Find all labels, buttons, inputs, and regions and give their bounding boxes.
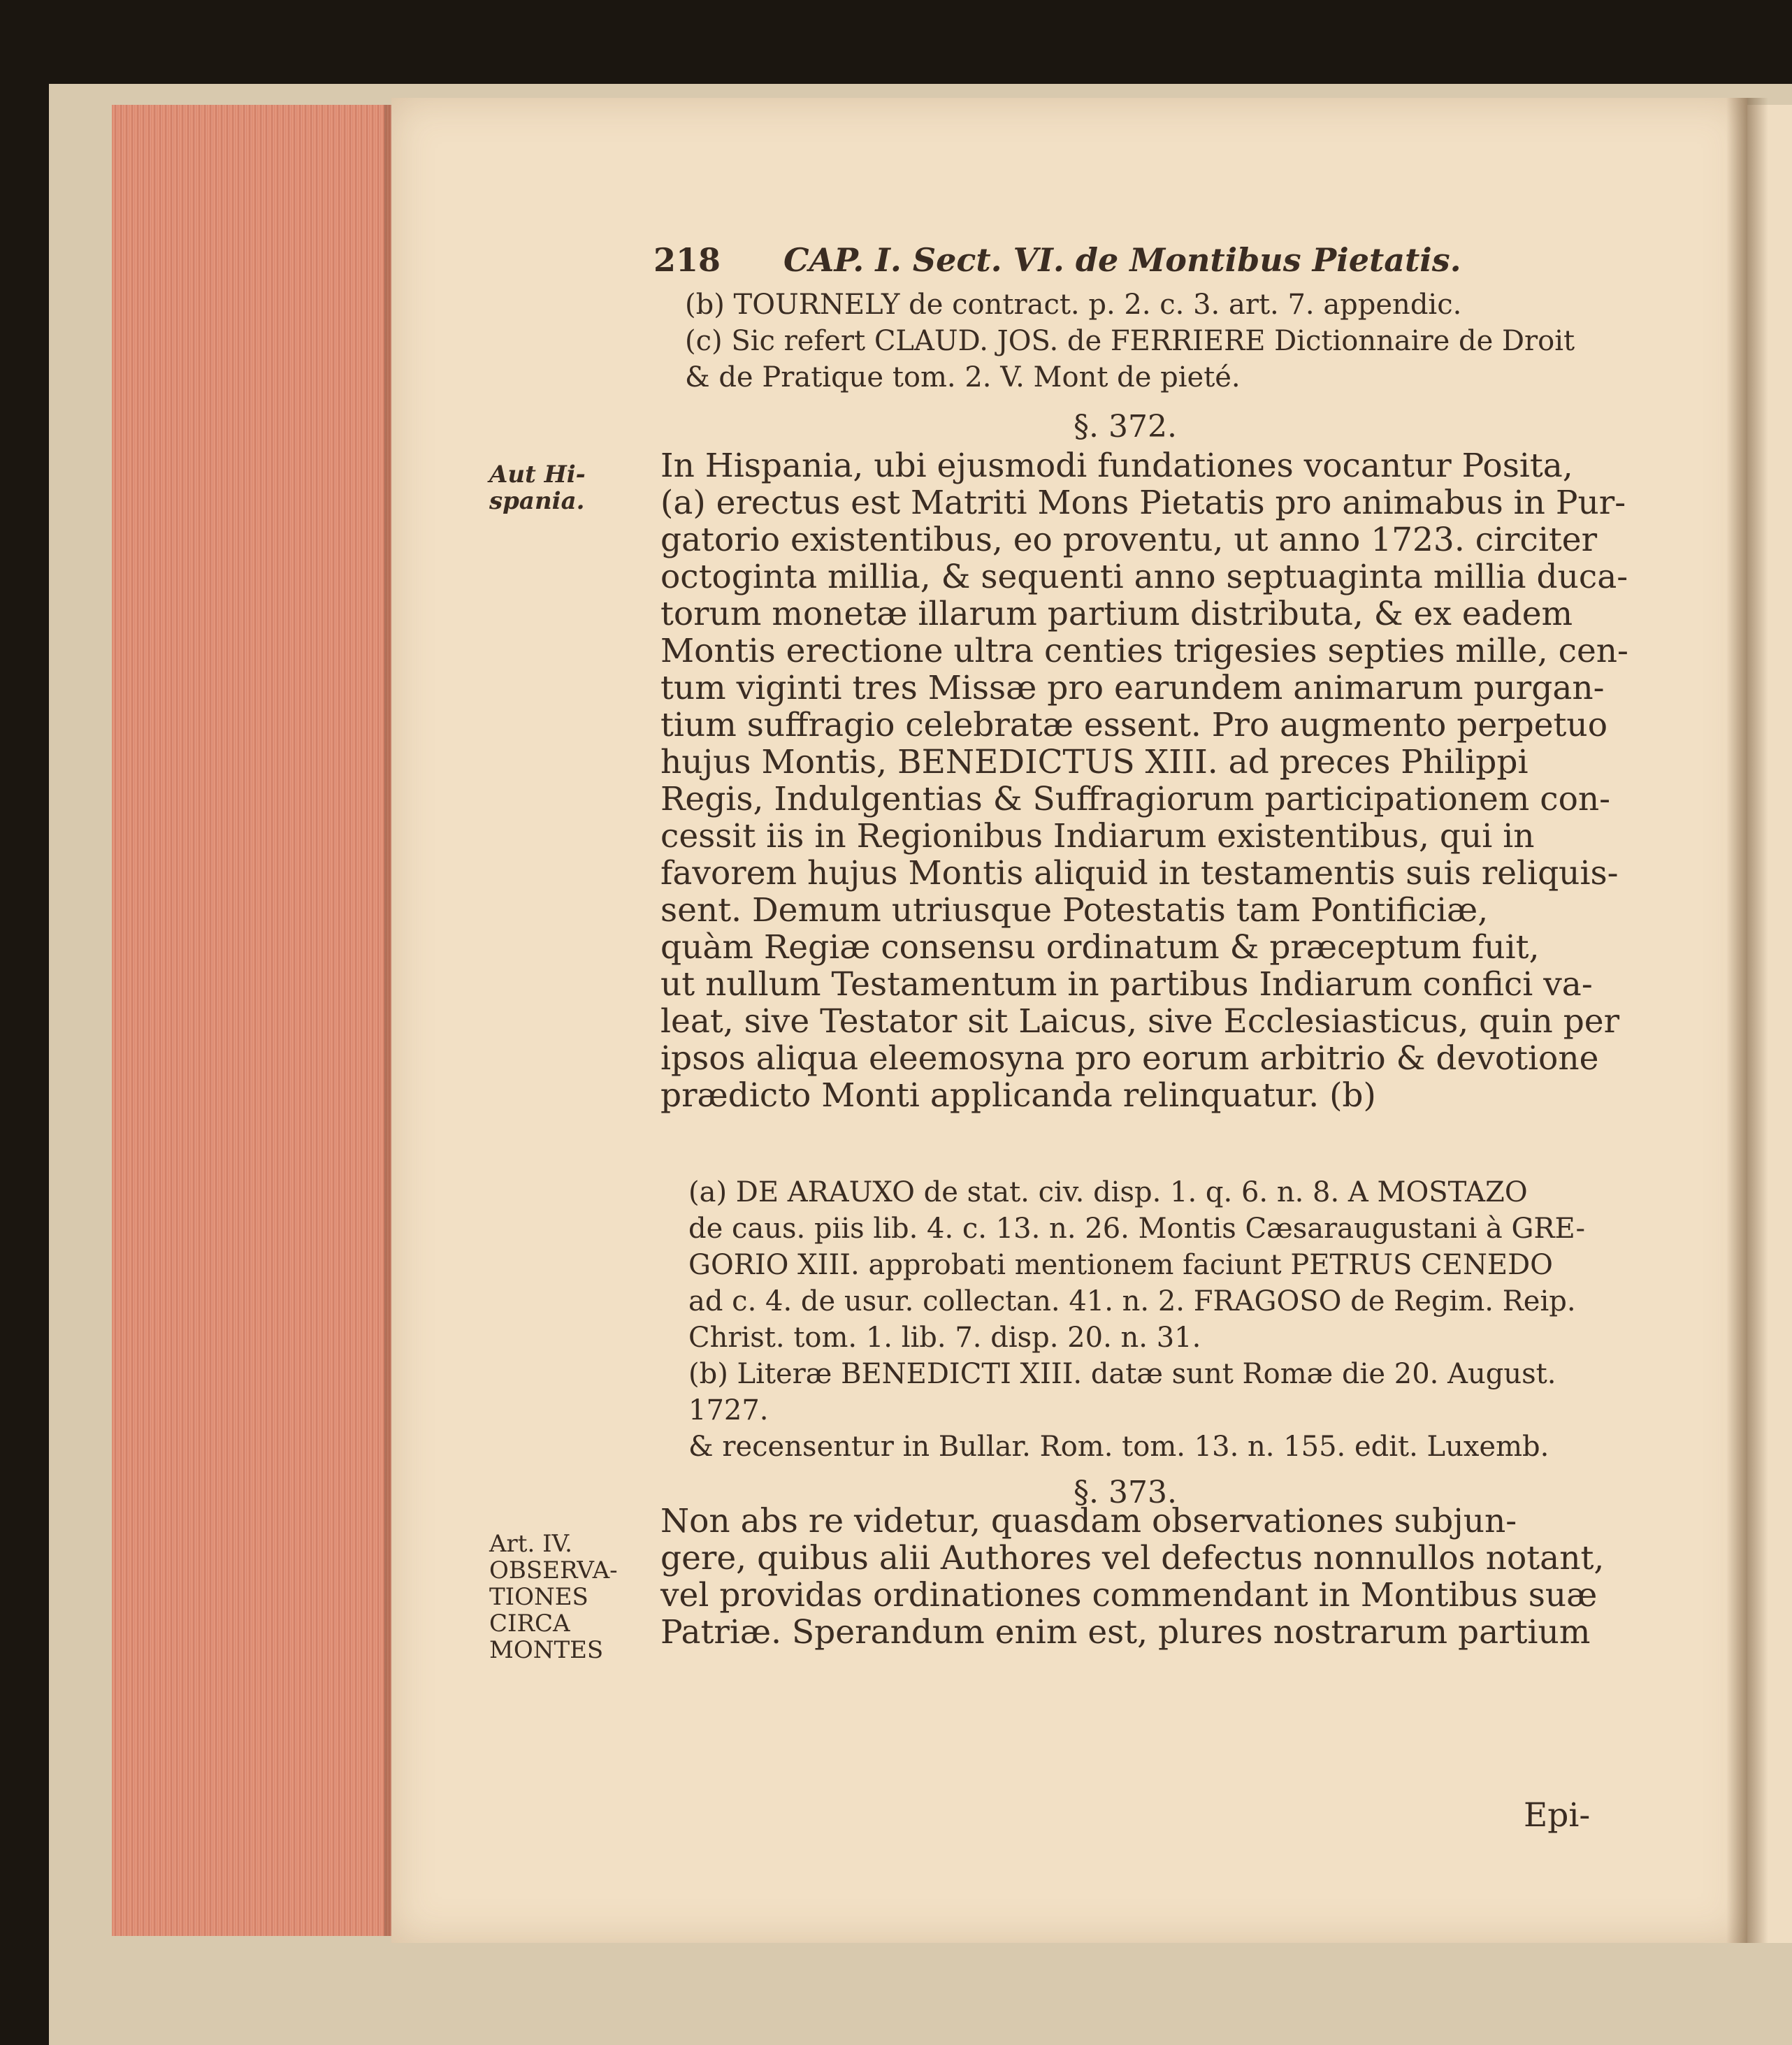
running-title: CAP. I. Sect. VI. de Montibus Pietatis. [783, 241, 1461, 279]
book-gutter [1726, 98, 1768, 1943]
section-number-372: §. 372. [1074, 409, 1177, 445]
running-header [653, 241, 1646, 279]
margin-note-hispania: Aut Hi- spania. [489, 461, 586, 515]
footnote-b: (b) Literæ BENEDICTI XIII. datæ sunt Romæ die 20. August. 1727. & recensentur in Bullar. Rom. tom. 13. n. 155. edit. Luxemb. [688, 1358, 1556, 1463]
catchword: Epi- [1524, 1796, 1591, 1835]
margin-note-art-iv: Art. IV. OBSERVA- TIONES CIRCA MONTES [489, 1530, 618, 1664]
section-number-373: §. 373. [1074, 1475, 1177, 1510]
page-edges [112, 105, 391, 1936]
section-373-text: Non abs re videtur, quasdam observationes subjun- gere, quibus alii Authores vel defectus nonnullos notant, vel providas ordinationes commendant in Montibus suæ Patriæ. Sperandum enim est, plures nostrarum partium [660, 1502, 1605, 1652]
footnote-c-top: (c) Sic refert CLAUD. JOS. de FERRIERE Dictionnaire de Droit & de Pratique tom. 2. V. Mont de pieté. [685, 325, 1575, 393]
section-372-text: In Hispania, ubi ejusmodi fundationes vocantur Posita, (a) erectus est Matriti Mons Pietatis pro animabus in Pur- gatorio existentibus, eo proventu, ut anno 1723. circiter octoginta millia, & sequenti anno septuaginta millia duca- torum monetæ illarum partium distributa, & ex eadem Montis erectione ultra centies trigesies septies mille, cen- tum viginti tres Missæ pro earundem animarum purgan- tium suffragio celebratæ essent. Pro augmento perpetuo hujus Montis, BENEDICTUS XIII. ad preces Philippi Regis, Indulgentias & Suffragiorum participationem con- cessit iis in Regionibus Indiarum existentibus, qui in favorem hujus Montis aliquid in testamentis suis reliquis- sent. Demum utriusque Potestatis tam Pontificiæ, quàm Regiæ consensu ordinatum & præceptum fuit, ut nullum Testamentum in partibus Indiarum confici va- leat, sive Testator sit Laicus, sive Ecclesiasticus, quin per ipsos aliqua eleemosyna pro eorum arbitrio & devotione prædicto Monti applicanda relinquatur. (b) [660, 447, 1628, 1115]
footnote-a: (a) DE ARAUXO de stat. civ. disp. 1. q. 6. n. 8. A MOSTAZO de caus. piis lib. 4. c. 13. n. 26. Montis Cæsaraugustani à GRE- GORIO XIII. approbati mentionem faciunt PETRUS CENEDO ad c. 4. de usur. collectan. 41. n. 2. FRAGOSO de Regim. Reip. Christ. tom. 1. lib. 7. disp. 20. n. 31. [688, 1176, 1585, 1354]
page-number: 218 [653, 241, 721, 279]
footnote-b-top: (b) TOURNELY de contract. p. 2. c. 3. art. 7. appendic. [685, 289, 1462, 321]
